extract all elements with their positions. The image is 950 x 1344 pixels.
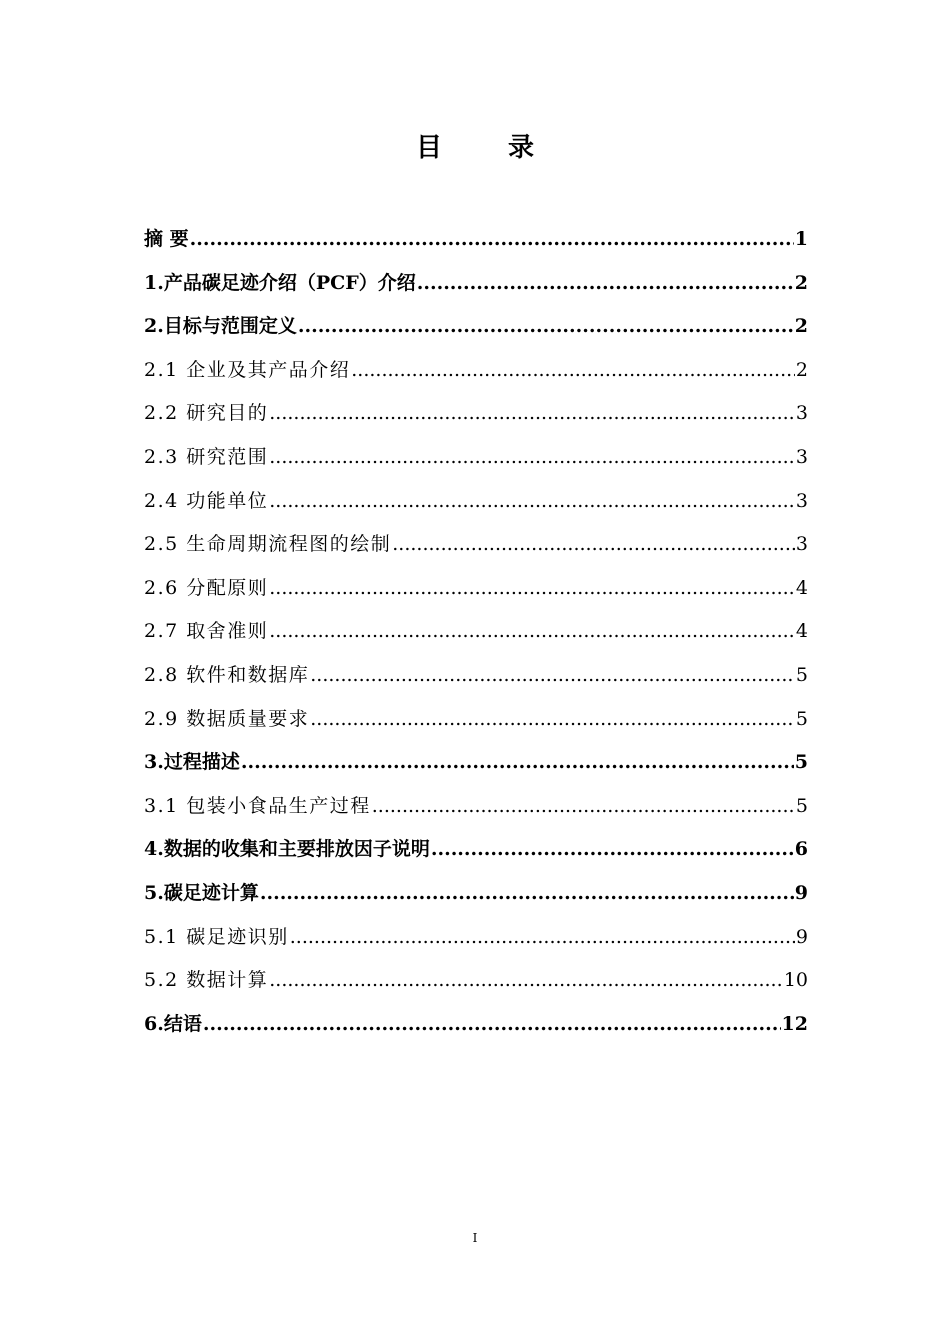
page-footer-number: I (472, 1231, 478, 1245)
toc-entry-page: 10 (783, 969, 808, 992)
toc-entry-label: 2.2 研究目的 (144, 402, 269, 425)
toc-entry-label: 5.碳足迹计算 (144, 881, 259, 904)
toc-entry-page: 1 (794, 228, 808, 250)
toc-entry-label: 2.目标与范围定义 (144, 315, 297, 338)
toc-entry-label: 2.1 企业及其产品介绍 (144, 358, 351, 381)
toc-entry-page: 2 (794, 315, 808, 338)
toc-dot-leader (269, 436, 795, 480)
toc-entry-label: 2.6 分配原则 (144, 576, 269, 599)
toc-entry[interactable] (144, 523, 808, 567)
toc-dot-leader (290, 916, 795, 960)
toc-entry-label: 2.4 功能单位 (144, 489, 269, 512)
toc-entry-label: 2.9 数据质量要求 (144, 707, 310, 730)
toc-entry-page: 3 (795, 533, 808, 556)
toc-entry[interactable] (144, 567, 808, 611)
toc-dot-leader (310, 654, 795, 698)
table-of-contents (144, 218, 808, 1046)
toc-entry-label: 摘 要 (144, 228, 189, 250)
toc-entry[interactable] (144, 959, 808, 1003)
toc-entry-label: 5.2 数据计算 (144, 969, 269, 992)
toc-entry-label: 5.1 碳足迹识别 (144, 925, 289, 948)
toc-entry[interactable] (144, 785, 808, 829)
toc-entry-page: 12 (781, 1012, 808, 1035)
toc-entry[interactable] (144, 698, 808, 742)
toc-entry[interactable] (144, 480, 808, 524)
toc-entry[interactable] (144, 610, 808, 654)
toc-dot-leader (310, 698, 795, 742)
toc-entry-page: 4 (795, 620, 808, 643)
toc-dot-leader (392, 523, 795, 567)
toc-dot-leader (269, 567, 795, 611)
toc-entry[interactable] (144, 392, 808, 436)
toc-dot-leader (190, 218, 794, 262)
toc-entry-page: 5 (794, 751, 808, 774)
toc-entry-label: 2.3 研究范围 (144, 445, 269, 468)
toc-entry[interactable] (144, 436, 808, 480)
toc-dot-leader (372, 785, 795, 829)
toc-dot-leader (203, 1003, 781, 1047)
toc-entry-label: 2.8 软件和数据库 (144, 663, 310, 686)
toc-entry[interactable] (144, 349, 808, 393)
toc-entry-page: 6 (794, 838, 808, 861)
toc-entry-label: 3.过程描述 (144, 751, 240, 774)
toc-entry[interactable] (144, 305, 808, 349)
toc-entry[interactable] (144, 916, 808, 960)
toc-entry-page: 3 (795, 402, 808, 425)
toc-entry-label: 6.结语 (144, 1012, 202, 1035)
toc-entry[interactable] (144, 828, 808, 872)
toc-entry[interactable] (144, 872, 808, 916)
toc-entry-page: 5 (795, 663, 808, 686)
toc-dot-leader (260, 872, 794, 916)
toc-dot-leader (269, 610, 795, 654)
toc-entry-label: 2.7 取舍准则 (144, 620, 269, 643)
toc-entry[interactable] (144, 218, 808, 262)
toc-dot-leader (417, 262, 794, 306)
toc-entry-page: 5 (795, 707, 808, 730)
toc-entry-page: 3 (795, 445, 808, 468)
toc-entry[interactable] (144, 1003, 808, 1047)
toc-dot-leader (269, 480, 795, 524)
toc-entry[interactable] (144, 741, 808, 785)
toc-entry-label: 2.5 生命周期流程图的绘制 (144, 533, 392, 556)
toc-entry-page: 5 (795, 794, 808, 817)
toc-entry-page: 9 (794, 881, 808, 904)
toc-entry-label: 1.产品碳足迹介绍（PCF）介绍 (144, 271, 416, 294)
toc-entry[interactable] (144, 654, 808, 698)
toc-entry-label: 4.数据的收集和主要排放因子说明 (144, 838, 430, 861)
toc-dot-leader (269, 959, 783, 1003)
toc-entry-page: 3 (795, 489, 808, 512)
toc-entry[interactable] (144, 262, 808, 306)
toc-entry-page: 9 (795, 925, 808, 948)
toc-entry-page: 2 (795, 358, 808, 381)
toc-dot-leader (298, 305, 794, 349)
page-title: 目 录 (415, 133, 554, 163)
toc-entry-page: 4 (795, 576, 808, 599)
toc-entry-page: 2 (794, 271, 808, 294)
toc-dot-leader (351, 349, 795, 393)
toc-entry-label: 3.1 包装小食品生产过程 (144, 794, 371, 817)
toc-dot-leader (431, 828, 794, 872)
toc-dot-leader (269, 392, 795, 436)
toc-dot-leader (241, 741, 794, 785)
